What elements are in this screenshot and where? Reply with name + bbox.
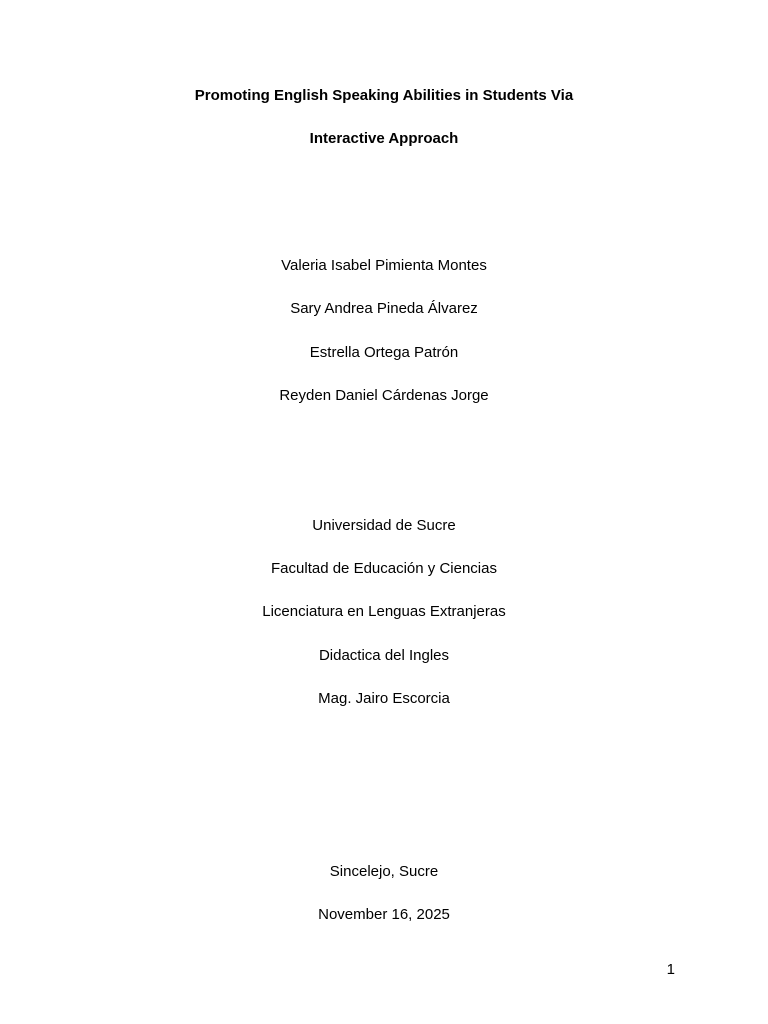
page-number: 1 xyxy=(666,961,675,978)
institution-course: Didactica del Ingles xyxy=(318,647,450,664)
location: Sincelejo, Sucre xyxy=(329,863,439,880)
date: November 16, 2025 xyxy=(318,906,450,923)
author-1: Valeria Isabel Pimienta Montes xyxy=(281,257,487,274)
title-line-2: Interactive Approach xyxy=(309,130,459,147)
institution-faculty: Facultad de Educación y Ciencias xyxy=(271,560,497,577)
author-4: Reyden Daniel Cárdenas Jorge xyxy=(279,387,489,404)
institution-instructor: Mag. Jairo Escorcia xyxy=(318,690,450,707)
author-3: Estrella Ortega Patrón xyxy=(309,344,459,361)
author-2: Sary Andrea Pineda Álvarez xyxy=(290,300,478,317)
institution-university: Universidad de Sucre xyxy=(312,517,456,534)
title-line-1: Promoting English Speaking Abilities in Students Via xyxy=(194,87,574,104)
institution-program: Licenciatura en Lenguas Extranjeras xyxy=(262,603,506,620)
